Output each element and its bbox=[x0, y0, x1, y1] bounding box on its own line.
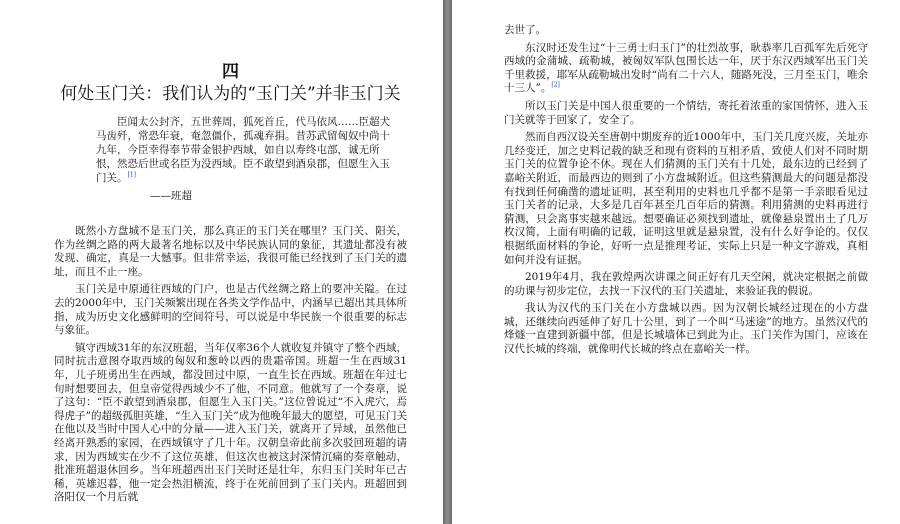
paragraph: 2019年4月，我在敦煌两次讲课之间正好有几天空闲，就决定根据之前做的功课与初步定位，去找一下汉代的玉门关遗址，来验证我的假说。 bbox=[504, 271, 868, 297]
paragraph: 然而自西汉设关至唐朝中期废弃的近1000年中，玉门关几度兴废，关址亦几经变迁，加之史料记载的缺乏和现有资料的互相矛盾，致使人们对不同时期玉门关的位置争论不休。现在人们猜测的玉门关有十几处，最东边的已经到了嘉峪关附近，而最西边的则到了小方盘城附近。但这些猜测最大的问题是都没有找到任何确凿的遗址证明，甚至利用的史料也几乎都不是第一手亲眼看见过玉门关者的记录，大多是几百年甚至几百年后的猜测。利用猜测的史料再进行猜测，只会离事实越来越远。想要确证必须找到遗址，就像悬泉置出土了几万枚汉简，上面有明确的记载，证明这里就是悬泉置，没有什么好争论的。仅仅根据纸面材料的争论，好听一点是推理考证，实际上只是一种文字游戏，真相如何并没有证据。 bbox=[504, 131, 868, 266]
paragraph: 我认为汉代的玉门关在小方盘城以西。因为汉朝长城经过现在的小方盘城，还继续向西延伸了好几十公里，到了一个叫“马迷途”的地方。虽然汉代的烽燧一直建到新疆中部，但是长城墙体已到此为止。玉门关作为国门，应该在汉代长城的终端，就像明代长城的终点在嘉峪关一样。 bbox=[504, 302, 868, 356]
left-page bbox=[0, 0, 443, 524]
chapter-number: 四 bbox=[222, 62, 239, 82]
paragraph: 玉门关是中原通往西域的门户，也是古代丝绸之路上的要冲关隘。在过去的2000年中，玉门关频繁出现在各类文学作品中，内涵早已超出其具体所指，成为历史文化感鲜明的空间符号，可以说是中华民族一个很重要的标志与象征。 bbox=[54, 283, 407, 337]
spacer bbox=[54, 203, 407, 225]
paragraph: 既然小方盘城不是玉门关，那么真正的玉门关在哪里？玉门关、阳关，作为丝绸之路的两大最著名地标以及中华民族认同的象征，其遗址都没有被发现、确定，真是一大憾事。但非常幸运，我很可能已经找到了玉门关的遗址，而且不止一座。 bbox=[54, 225, 407, 278]
right-page bbox=[452, 0, 900, 524]
epigraph-text: 臣闻太公封齐，五世葬周，狐死首丘，代马依风……臣超犬马齿歼，常恐年衰，奄忽僵仆，孤魂弃捐。昔苏武留匈奴中尚十九年，今臣幸得奉节带金银护西域，如自以寿终屯部，诚无所恨，然恐后世或名臣为没西域。臣不敢望到酒泉郡，但愿生入玉门关。 bbox=[96, 116, 390, 184]
paragraph bbox=[504, 42, 868, 96]
epigraph-author: ——班超 bbox=[150, 190, 192, 202]
paragraph: 镇守西域31年的东汉班超，当年仅率36个人就收复并镇守了整个西域，同时抗击意图夺取西域的匈奴和葱岭以西的贵霜帝国。班超一生在西域31年，儿子班勇出生在西域，都没回过中原，一直生长在西域。班超在年过七旬时想要回去，但皇帝觉得西域少不了他，不同意。他就写了一个奏章，说了这句：“臣不敢望到酒泉郡，但愿生入玉门关。”这位曾说过“不入虎穴，焉得虎子”的超级孤胆英雄，“生入玉门关”成为他晚年最大的愿望，可见玉门关在他以及当时中国人心中的分量——进入玉门关，就离开了异域，虽然他已经离开熟悉的家园，在西域镇守了几十年。汉朝皇帝此前多次驳回班超的请求，因为西域实在少不了这位英雄，但这次也被这封深情沉痛的奏章触动，批准班超退休回乡。当年班超西出玉门关时还是壮年，东归玉门关时年已古稀，英雄迟暮，他一定会热泪横流，终于在死前回到了玉门关内。班超回到洛阳仅一个月后就 bbox=[54, 341, 407, 504]
footnote-link-2[interactable]: [2] bbox=[551, 81, 560, 89]
page-gutter bbox=[443, 0, 452, 524]
paragraph-text: 东汉时还发生过“十三勇士归玉门”的壮烈故事，耿恭率几百孤军先后死守西域的金蒲城、疏勒城，被匈奴军队包围长达一年，厌于东汉西域军出玉门关千里救援，耶军从疏勒城出发时“尚有二十六人，随路死没，三月至玉门，唯余十三人”。 bbox=[504, 41, 868, 95]
epigraph bbox=[96, 115, 395, 185]
chapter-title: 何处玉门关：我们认为的“玉门关”并非玉门关 bbox=[60, 84, 401, 104]
paragraph: 所以玉门关是中国人很重要的一个情结，寄托着浓重的家国情怀，进入玉门关就等于回家了，安全了。 bbox=[504, 99, 868, 126]
paragraph: 去世了。 bbox=[504, 24, 546, 36]
footnote-link-1[interactable]: [1] bbox=[127, 171, 136, 179]
